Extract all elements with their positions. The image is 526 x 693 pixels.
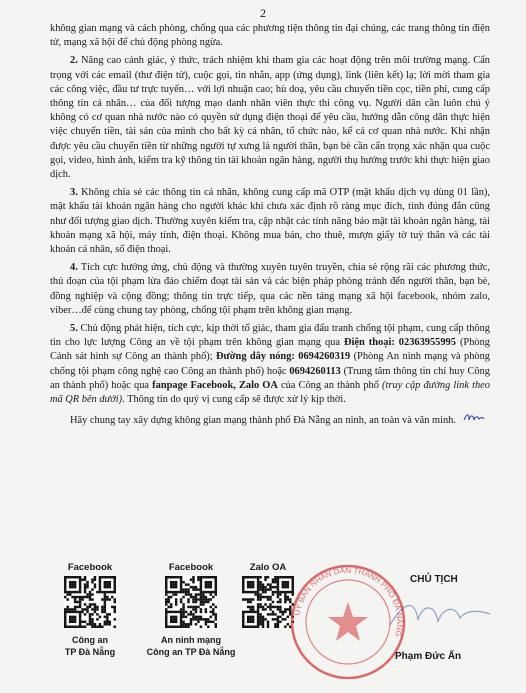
paragraph-2 xyxy=(50,54,490,182)
seal-star-icon xyxy=(328,602,368,641)
paragraph-3 xyxy=(50,186,490,257)
hotline-cyber-security: Đường dây nóng: 0694260319 xyxy=(216,351,351,363)
document-body xyxy=(50,22,490,432)
paragraph-3-number: 3. xyxy=(70,187,78,199)
hotline-command-center: 0694260113 xyxy=(289,365,341,377)
page-number: 2 xyxy=(260,6,266,20)
closing-paragraph xyxy=(50,411,490,428)
paragraph-2-text: Nâng cao cảnh giác, ý thức, trách nhiệm khi tham gia các hoạt động trên môi trường mạng. Cẩn trọng với các email (thư điện tử), cuộc gọi, tin nhắn, app (ứng dụng), link (liên kết) lạ; lời mời tham gia các công việc, đầu tư trực tuyến… với lợi nhuận cao; hù doạ, yêu cầu chuyển tiền cọc, tiền phí, cung cấp thông tin cá nhân… của đối tượng mạo danh nhân viên thực thi công vụ. Người dân cần luôn chú ý không có cơ quan nhà nước nào có quyền sử dụng điện thoại để yêu cầu, hướng dẫn công dân thực hiện việc chuyển tiền, tài sản của mình cho bất kỳ cá nhân, tổ chức nào, kể cả cơ quan nhà nước. Khi nhận được yêu cầu chuyển tiền từ những người tự xưng là người thân, bạn bè cần cẩn trọng xác nhận qua cuộc gọi, video, hình ảnh, kiểm tra kỹ thông tin tài khoản ngân hàng, người thụ hưởng trước khi thực hiện giao dịch. xyxy=(50,55,490,181)
qr-facebook-cyber-caption-line1: An ninh mạng xyxy=(161,635,221,645)
paragraph-5-text-e: của Công an thành phố xyxy=(277,379,383,391)
qr-facebook-police-caption-line1: Công an xyxy=(72,635,108,645)
qr-facebook-police[interactable] xyxy=(50,562,130,658)
paragraph-4 xyxy=(50,261,490,318)
paragraph-5-text-a: Chủ động phát hiện, tích cực, kịp thời tố giác, tham gia đấu tranh chống tội phạm, cung cấp thông tin cho lực lượng Công an về tội phạm trên không gian mạng qua xyxy=(50,323,490,349)
qr-code-icon xyxy=(64,576,116,628)
fanpage-zalo-label: fanpage Facebook, Zalo OA xyxy=(152,379,278,391)
phone-criminal-police: Điện thoại: 02363955995 xyxy=(344,337,456,349)
qr-facebook-police-title: Facebook xyxy=(67,562,113,573)
qr-facebook-cyber-title: Facebook xyxy=(168,562,214,573)
qr-facebook-cyber-caption-line2: Công an TP Đà Nẵng xyxy=(146,647,236,657)
closing-text: Hãy chung tay xây dựng không gian mạng thành phố Đà Nẵng an ninh, an toàn và văn minh. xyxy=(70,415,456,427)
paragraph-4-number: 4. xyxy=(70,262,78,274)
paragraph-5 xyxy=(50,322,490,407)
chairman-title: CHỦ TỊCH xyxy=(410,574,458,585)
signature-icon xyxy=(380,590,500,640)
paragraph-5-text-b: (Phòng Cảnh sát hình sự Công an thành phố); xyxy=(50,337,490,363)
paragraph-2-number: 2. xyxy=(70,55,78,67)
qr-facebook-cyber-caption xyxy=(136,634,246,658)
paragraph-4-text: Tích cực hưởng ứng, chủ động và thường xuyên tuyên truyền, chia sẻ rộng rãi các phương thức, thủ đoạn của tội phạm lừa đảo chiếm đoạt tài sản và các biện pháp phòng tránh đến người thân, bạn bè, đồng nghiệp và cộng đồng; thông tin trực tiếp, qua các nền tảng mạng xã hội facebook, nhóm zalo, viber…để cùng chung tay phòng, chống tội phạm trên không gian mạng. xyxy=(50,262,490,316)
qr-zalo-oa-title: Zalo OA xyxy=(249,562,287,573)
paragraph-5-text-d: (Trung tâm thông tin chỉ huy Công an thành phố) hoặc qua xyxy=(50,365,490,391)
paragraph-5-number: 5. xyxy=(70,323,78,335)
qr-link-note: (truy cập đường link theo mã QR bên dưới) xyxy=(50,379,490,406)
paragraph-3-text: Không chia sẻ các thông tin cá nhân, không cung cấp mã OTP (mật khẩu dịch vụ dùng 01 lần), mật khẩu tài khoản ngân hàng cho người khác khi chưa xác định rõ ràng mục đích, tính đúng đắn cũng như đối tượng giao dịch. Thường xuyên kiểm tra, cập nhật các tính năng bảo mật tài khoản ngân hàng, tài khoản mạng xã hội, máy tính, điện thoại. Không mua bán, cho thuê, mượn giấy tờ tuỳ thân và các tài khoản cá nhân, số điện thoại. xyxy=(50,187,490,256)
seal-text: ỦY BAN NHÂN DÂN THÀNH PHỐ ĐÀ NẴNG xyxy=(292,565,405,638)
qr-code-icon xyxy=(242,576,294,628)
paragraph-5-text-c: (Phòng An ninh mạng và phòng chống tội phạm công nghệ cao Công an thành phố) hoặc xyxy=(50,351,490,377)
qr-facebook-police-caption-line2: TP Đà Nẵng xyxy=(64,647,116,657)
paragraph-5-text-f: . Thông tin do quý vị cung cấp sẽ được xử lý kịp thời. xyxy=(122,394,346,406)
qr-facebook-police-caption xyxy=(50,634,130,658)
paragraph-intro-continuation: không gian mạng và cách phòng, chống qua các phương tiện thông tin đại chúng, các trang thông tin điện tử, mạng xã hội để chủ động phòng ngừa. xyxy=(50,23,490,49)
signer-name: Phạm Đức Ấn xyxy=(395,651,462,662)
initial-mark xyxy=(460,416,485,426)
qr-code-icon xyxy=(165,576,217,628)
